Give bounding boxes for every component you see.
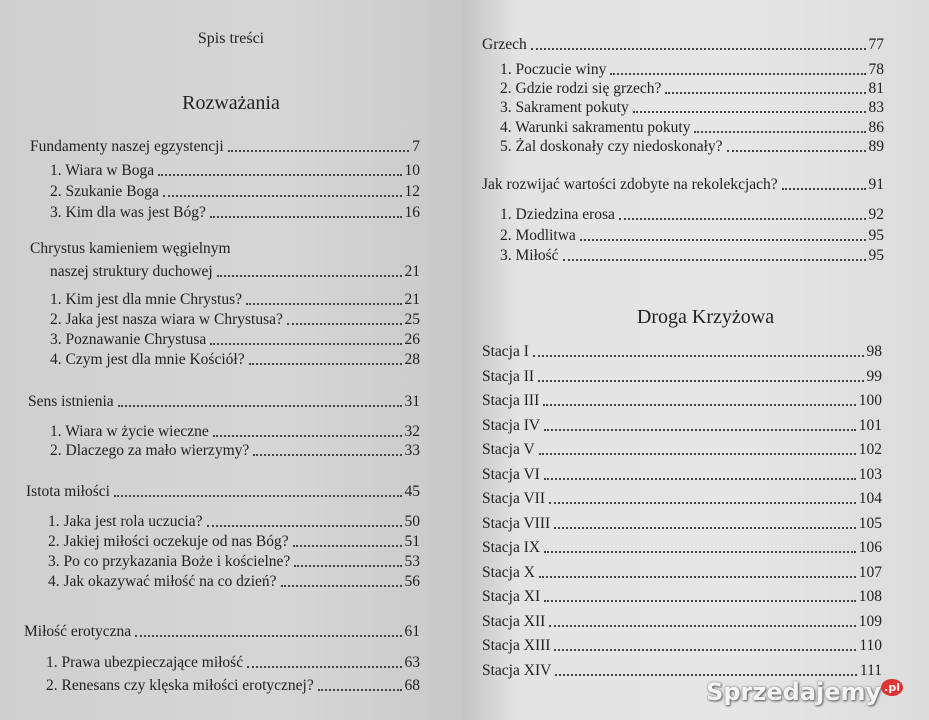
toc-entry-page: 26	[404, 331, 420, 348]
toc-entry	[50, 423, 420, 441]
toc-entry	[482, 515, 882, 533]
toc-entry	[48, 573, 420, 591]
toc-entry-label: Stacja IX	[482, 539, 541, 556]
dot-leader	[118, 405, 402, 407]
toc-entry-page: 89	[868, 138, 884, 155]
dot-leader	[135, 635, 401, 637]
toc-entry	[50, 442, 420, 460]
toc-entry-label: 2. Jakiej miłości oczekuje od nas Bóg?	[48, 533, 289, 550]
toc-entry-label: 1. Prawa ubezpieczające miłość	[46, 654, 244, 671]
toc-entry-label: 1. Kim jest dla mnie Chrystus?	[50, 291, 243, 308]
dot-leader	[294, 565, 401, 567]
dot-leader	[281, 585, 402, 587]
section-title-droga-krzyzowa: Droga Krzyżowa	[636, 306, 775, 328]
toc-entry-page: 45	[404, 483, 420, 500]
toc-entry	[482, 613, 882, 631]
dot-leader	[538, 380, 863, 382]
watermark-suffix: .pl	[881, 679, 903, 696]
toc-entry-page: 10	[404, 162, 420, 179]
toc-entry-page: 81	[868, 80, 884, 97]
toc-entry-label: 3. Miłość	[500, 247, 559, 264]
toc-entry-page: 105	[858, 514, 882, 532]
toc-entry-label: Stacja IV	[482, 416, 541, 434]
dot-leader	[539, 453, 856, 455]
toc-entry	[30, 240, 231, 258]
toc-entry	[50, 263, 420, 281]
toc-entry	[48, 533, 420, 551]
toc-entry	[482, 564, 882, 582]
toc-entry-label: 1. Wiara w Boga	[50, 162, 155, 179]
toc-entry-label: Grzech	[482, 36, 527, 53]
toc-entry-page: 21	[404, 263, 420, 280]
toc-entry-page: 95	[868, 247, 884, 264]
toc-entry-label: naszej struktury duchowej	[50, 263, 213, 280]
toc-entry	[50, 291, 420, 309]
toc-entry-label: 4. Czym jest dla mnie Kościół?	[50, 351, 245, 368]
toc-entry-page: 86	[868, 119, 884, 136]
toc-entry-label: 2. Renesans czy klęska miłości erotycznej?	[46, 677, 314, 694]
toc-entry	[482, 662, 882, 680]
toc-entry-page: 83	[868, 99, 884, 116]
toc-entry	[500, 99, 884, 117]
toc-entry-page: 50	[404, 513, 420, 530]
toc-entry	[500, 247, 884, 265]
toc-entry-page: 103	[858, 465, 882, 483]
toc-entry-label: Stacja XI	[482, 588, 541, 605]
toc-entry-label: Stacja V	[482, 441, 535, 458]
toc-entry-page: 104	[858, 490, 882, 507]
toc-entry-page: 107	[858, 563, 882, 581]
toc-entry-page: 110	[859, 637, 882, 654]
toc-entry-page: 108	[858, 588, 882, 605]
toc-entry-page: 16	[404, 204, 420, 221]
toc-entry	[482, 441, 882, 459]
toc-entry	[482, 368, 882, 386]
toc-entry-page: 95	[868, 227, 884, 244]
toc-entry-label: Fundamenty naszej egzystencji	[30, 138, 224, 155]
toc-entry-label: Jak rozwijać wartości zdobyte na rekolekcjach?	[482, 176, 778, 193]
toc-entry	[482, 392, 882, 410]
toc-entry-page: 77	[868, 36, 884, 53]
dot-leader	[207, 525, 402, 527]
toc-entry-label: 2. Gdzie rodzi się grzech?	[500, 80, 662, 97]
toc-entry-page: 7	[412, 138, 420, 155]
dot-leader	[158, 174, 401, 176]
toc-entry	[30, 138, 420, 156]
section-title-rozwazania: Rozważania	[182, 92, 280, 114]
toc-entry-page: 68	[404, 677, 420, 694]
toc-entry-page: 12	[404, 183, 420, 200]
dot-leader	[544, 600, 856, 602]
toc-entry	[50, 204, 420, 222]
dot-leader	[544, 429, 856, 431]
toc-entry	[28, 393, 420, 411]
toc-entry-label: 2. Modlitwa	[500, 227, 576, 244]
dot-leader	[213, 435, 402, 437]
toc-entry-label: 4. Warunki sakramentu pokuty	[500, 119, 691, 136]
toc-entry-label: Stacja I	[482, 343, 529, 360]
toc-entry	[500, 119, 884, 137]
dot-leader	[555, 674, 857, 676]
dot-leader	[610, 73, 865, 75]
toc-entry	[50, 351, 420, 369]
toc-entry	[50, 331, 420, 349]
toc-entry-page: 21	[404, 291, 420, 308]
dot-leader	[287, 323, 402, 325]
dot-leader	[694, 131, 865, 133]
toc-entry	[482, 417, 882, 435]
toc-entry	[482, 588, 882, 606]
toc-entry-page: 101	[858, 416, 882, 434]
toc-entry-label: 1. Dziedzina erosa	[500, 206, 615, 223]
dot-leader	[782, 188, 866, 190]
dot-leader	[293, 545, 402, 547]
dot-leader	[549, 625, 855, 627]
dot-leader	[580, 239, 866, 241]
dot-leader	[543, 404, 856, 406]
toc-entry	[482, 490, 882, 508]
toc-entry-label: 3. Po co przykazania Boże i kościelne?	[48, 553, 291, 570]
dot-leader	[533, 355, 864, 357]
toc-entry-page: 100	[858, 392, 882, 409]
watermark-logo	[706, 678, 903, 706]
dot-leader	[619, 218, 866, 220]
toc-entry	[482, 343, 882, 361]
toc-entry-page: 32	[404, 423, 420, 440]
toc-entry-label: 4. Jak okazywać miłość na co dzień?	[48, 573, 277, 590]
toc-entry-label: 1. Wiara w życie wieczne	[50, 423, 209, 440]
toc-entry-page: 78	[868, 61, 884, 78]
dot-leader	[217, 275, 402, 277]
toc-entry-label: Istota miłości	[26, 483, 110, 500]
toc-entry-label: 2. Szukanie Boga	[50, 183, 159, 200]
toc-entry-page: 53	[404, 553, 420, 570]
toc-entry	[500, 80, 884, 98]
toc-entry-label: Stacja X	[482, 563, 535, 581]
toc-entry-label: Sens istnienia	[28, 393, 114, 410]
toc-entry	[482, 637, 882, 655]
toc-entry	[46, 677, 420, 695]
toc-entry-page: 92	[868, 206, 884, 223]
toc-entry-label: Stacja VI	[482, 465, 540, 483]
toc-entry-label: Stacja XII	[482, 612, 546, 630]
toc-entry-page: 61	[404, 623, 420, 640]
toc-entry	[482, 36, 884, 54]
toc-entry-page: 63	[404, 654, 420, 671]
dot-leader	[554, 649, 856, 651]
toc-entry	[26, 483, 420, 501]
toc-entry-page: 33	[404, 442, 420, 459]
dot-leader	[539, 576, 856, 578]
toc-entry-page: 28	[404, 351, 420, 368]
right-page	[462, 0, 929, 720]
dot-leader	[253, 454, 401, 456]
dot-leader	[633, 111, 866, 113]
toc-entry	[500, 61, 884, 79]
dot-leader	[249, 363, 402, 365]
dot-leader	[247, 666, 401, 668]
toc-entry-page: 51	[404, 533, 420, 550]
toc-entry-label: Stacja XIII	[482, 637, 551, 654]
toc-entry-label: 3. Sakrament pokuty	[500, 99, 629, 116]
toc-entry-page: 91	[868, 176, 884, 193]
toc-entry	[50, 311, 420, 329]
toc-entry-page: 111	[859, 661, 882, 679]
watermark-text: Sprzedajemy	[706, 678, 882, 706]
dot-leader	[554, 527, 856, 529]
toc-entry	[482, 176, 884, 194]
dot-leader	[246, 303, 401, 305]
toc-entry-page: 56	[404, 573, 420, 590]
dot-leader	[549, 502, 856, 504]
dot-leader	[318, 689, 402, 691]
toc-entry	[46, 654, 420, 672]
dot-leader	[210, 343, 401, 345]
toc-entry-page: 98	[866, 343, 882, 360]
dot-leader	[563, 259, 866, 261]
dot-leader	[544, 478, 856, 480]
toc-entry-label: 3. Poznawanie Chrystusa	[50, 331, 207, 348]
toc-entry-label: 1. Poczucie winy	[500, 61, 607, 78]
dot-leader	[665, 92, 865, 94]
toc-entry	[500, 138, 884, 156]
toc-entry	[48, 513, 420, 531]
toc-entry-label: Stacja VII	[482, 490, 545, 507]
toc-entry-page: 106	[858, 539, 882, 556]
toc-entry	[482, 466, 882, 484]
toc-entry-label: 5. Żal doskonały czy niedoskonały?	[500, 138, 723, 155]
dot-leader	[228, 150, 410, 152]
toc-entry-label: Stacja III	[482, 392, 540, 409]
toc-entry	[48, 553, 420, 571]
toc-entry-label: Stacja VIII	[482, 514, 551, 532]
toc-entry-label: 2. Jaka jest nasza wiara w Chrystusa?	[50, 311, 283, 328]
toc-entry	[50, 183, 420, 201]
toc-entry-page: 102	[858, 441, 882, 458]
toc-entry	[50, 162, 420, 180]
toc-header: Spis treści	[197, 30, 265, 47]
dot-leader	[163, 195, 402, 197]
dot-leader	[544, 551, 856, 553]
toc-entry-page: 109	[858, 612, 882, 630]
toc-entry-label: 3. Kim dla was jest Bóg?	[50, 204, 206, 221]
toc-entry-label: 2. Dlaczego za mało wierzymy?	[50, 442, 250, 459]
toc-entry	[500, 227, 884, 245]
toc-entry-label: Chrystus kamieniem węgielnym	[30, 240, 231, 257]
toc-entry	[24, 623, 420, 641]
dot-leader	[210, 216, 402, 218]
toc-entry	[482, 539, 882, 557]
toc-entry-label: Stacja XIV	[482, 661, 552, 679]
dot-leader	[114, 495, 402, 497]
toc-entry-label: Miłość erotyczna	[24, 623, 132, 640]
toc-entry-page: 25	[404, 311, 420, 328]
dot-leader	[727, 150, 866, 152]
toc-entry-label: Stacja II	[482, 367, 535, 385]
toc-entry	[500, 206, 884, 224]
left-page	[0, 0, 462, 720]
toc-entry-page: 99	[866, 367, 882, 385]
toc-entry-page: 31	[404, 393, 420, 410]
dot-leader	[531, 48, 866, 50]
toc-entry-label: 1. Jaka jest rola uczucia?	[48, 513, 203, 530]
